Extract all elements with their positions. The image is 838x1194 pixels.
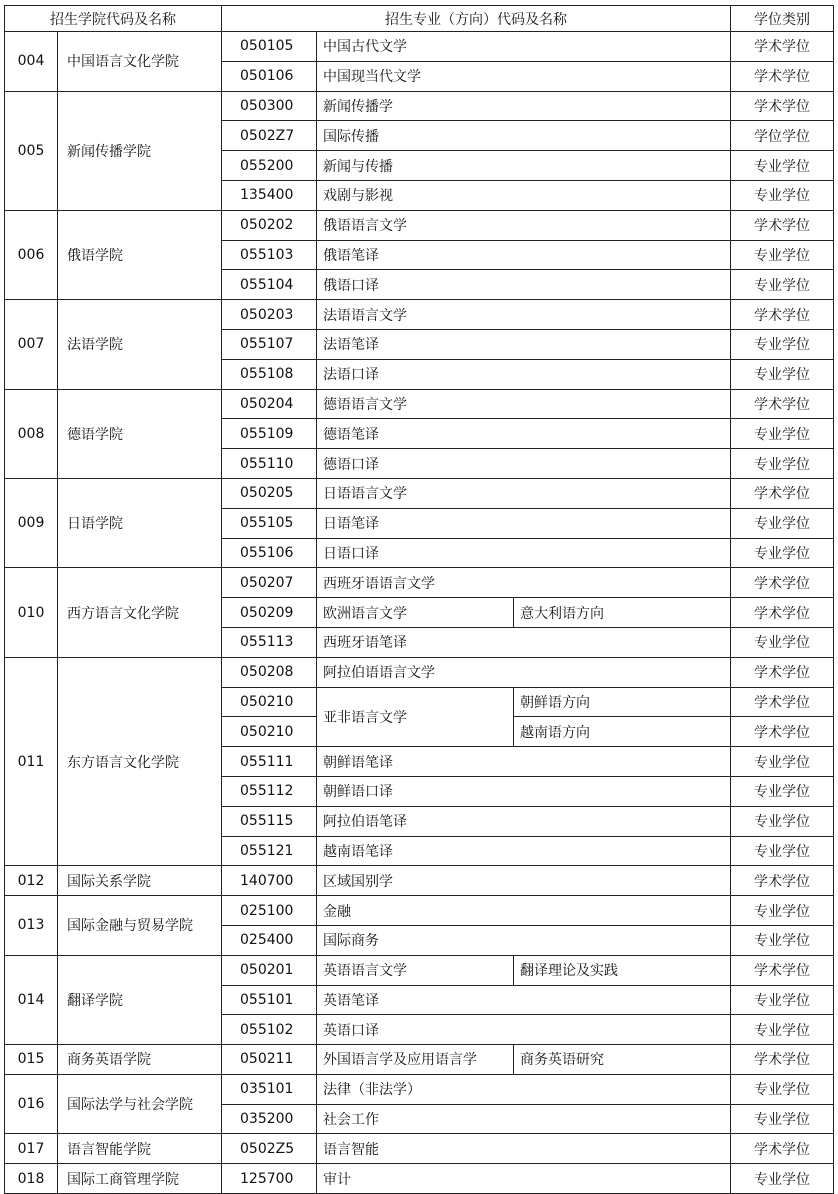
degree-type: 学术学位 [731,389,834,419]
admissions-table [4,5,834,1194]
degree-type: 学术学位 [731,300,834,330]
degree-type: 专业学位 [731,151,834,181]
header-major: 招生专业（方向）代码及名称 [222,6,731,32]
college-code: 015 [5,1045,58,1075]
table-body [5,32,834,1194]
major-code: 050207 [222,568,317,598]
major-name: 越南语笔译 [317,836,731,866]
major-code: 055110 [222,449,317,479]
major-code: 025400 [222,925,317,955]
table-row [5,1074,834,1104]
degree-type: 专业学位 [731,806,834,836]
table-row [5,91,834,121]
degree-type: 专业学位 [731,419,834,449]
college-name: 国际工商管理学院 [58,1164,222,1194]
degree-type: 学术学位 [731,598,834,628]
degree-type: 学术学位 [731,61,834,91]
major-name: 审计 [317,1164,731,1194]
table-row [5,1164,834,1194]
major-name: 日语语言文学 [317,478,731,508]
degree-type: 学术学位 [731,687,834,717]
major-name: 朝鲜语笔译 [317,747,731,777]
major-direction: 商务英语研究 [514,1045,731,1075]
table-row [5,866,834,896]
major-name: 欧洲语言文学 [317,598,514,628]
major-code: 055113 [222,627,317,657]
major-name: 中国古代文学 [317,32,731,62]
college-code: 017 [5,1134,58,1164]
college-name: 西方语言文化学院 [58,568,222,657]
college-name: 法语学院 [58,300,222,389]
college-name: 国际金融与贸易学院 [58,896,222,956]
major-name: 俄语笔译 [317,240,731,270]
college-name: 日语学院 [58,478,222,567]
college-code: 012 [5,866,58,896]
major-code: 125700 [222,1164,317,1194]
major-name: 日语口译 [317,538,731,568]
major-code: 055107 [222,329,317,359]
major-code: 055121 [222,836,317,866]
college-code: 008 [5,389,58,478]
major-name: 英语语言文学 [317,955,514,985]
major-direction: 朝鲜语方向 [514,687,731,717]
table-row [5,300,834,330]
college-name: 语言智能学院 [58,1134,222,1164]
major-code: 135400 [222,180,317,210]
major-name: 英语笔译 [317,985,731,1015]
college-code: 010 [5,568,58,657]
major-name: 法语口译 [317,359,731,389]
college-name: 中国语言文化学院 [58,32,222,92]
degree-type: 学术学位 [731,717,834,747]
table-row [5,478,834,508]
major-code: 055115 [222,806,317,836]
major-name: 德语语言文学 [317,389,731,419]
college-name: 东方语言文化学院 [58,657,222,866]
table-row [5,896,834,926]
major-name: 西班牙语语言文学 [317,568,731,598]
major-code: 055111 [222,747,317,777]
major-name: 阿拉伯语笔译 [317,806,731,836]
header-college: 招生学院代码及名称 [5,6,222,32]
degree-type: 专业学位 [731,627,834,657]
major-name: 外国语言学及应用语言学 [317,1045,514,1075]
major-direction: 意大利语方向 [514,598,731,628]
degree-type: 专业学位 [731,240,834,270]
degree-type: 专业学位 [731,1104,834,1134]
college-name: 俄语学院 [58,210,222,299]
major-code: 050106 [222,61,317,91]
degree-type: 学术学位 [731,1134,834,1164]
header-row [5,6,834,32]
major-code: 050209 [222,598,317,628]
major-code: 050210 [222,687,317,717]
major-name: 社会工作 [317,1104,731,1134]
college-name: 新闻传播学院 [58,91,222,210]
major-name: 亚非语言文学 [317,687,514,747]
degree-type: 学术学位 [731,1045,834,1075]
major-name: 国际传播 [317,121,731,151]
college-code: 009 [5,478,58,567]
college-name: 翻译学院 [58,955,222,1044]
major-name: 区域国别学 [317,866,731,896]
table-row [5,657,834,687]
major-name: 新闻与传播 [317,151,731,181]
degree-type: 专业学位 [731,925,834,955]
table-row [5,389,834,419]
college-code: 016 [5,1074,58,1134]
major-name: 日语笔译 [317,508,731,538]
college-code: 007 [5,300,58,389]
degree-type: 学术学位 [731,657,834,687]
degree-type: 学术学位 [731,91,834,121]
degree-type: 学位学位 [731,121,834,151]
degree-type: 专业学位 [731,836,834,866]
degree-type: 学术学位 [731,568,834,598]
major-name: 俄语语言文学 [317,210,731,240]
major-name: 朝鲜语口译 [317,776,731,806]
major-code: 050300 [222,91,317,121]
major-code: 055103 [222,240,317,270]
major-name: 西班牙语笔译 [317,627,731,657]
degree-type: 专业学位 [731,329,834,359]
major-code: 0502Z7 [222,121,317,151]
major-code: 055108 [222,359,317,389]
major-code: 050203 [222,300,317,330]
major-name: 法语笔译 [317,329,731,359]
college-code: 004 [5,32,58,92]
degree-type: 专业学位 [731,508,834,538]
college-code: 018 [5,1164,58,1194]
college-code: 011 [5,657,58,866]
major-code: 055101 [222,985,317,1015]
major-code: 050202 [222,210,317,240]
major-code: 035200 [222,1104,317,1134]
degree-type: 专业学位 [731,449,834,479]
major-code: 055102 [222,1015,317,1045]
major-code: 050205 [222,478,317,508]
degree-type: 专业学位 [731,1164,834,1194]
major-code: 055106 [222,538,317,568]
college-name: 商务英语学院 [58,1045,222,1075]
major-name: 法律（非法学） [317,1074,731,1104]
table-row [5,32,834,62]
major-name: 中国现当代文学 [317,61,731,91]
table-row [5,1134,834,1164]
college-name: 国际法学与社会学院 [58,1074,222,1134]
major-name: 俄语口译 [317,270,731,300]
degree-type: 专业学位 [731,747,834,777]
college-name: 德语学院 [58,389,222,478]
degree-type: 专业学位 [731,985,834,1015]
major-code: 025100 [222,896,317,926]
major-code: 050204 [222,389,317,419]
major-name: 新闻传播学 [317,91,731,121]
degree-type: 专业学位 [731,270,834,300]
major-name: 德语笔译 [317,419,731,449]
major-code: 035101 [222,1074,317,1104]
college-code: 013 [5,896,58,956]
major-code: 055112 [222,776,317,806]
major-code: 050210 [222,717,317,747]
college-code: 005 [5,91,58,210]
major-name: 戏剧与影视 [317,180,731,210]
degree-type: 学术学位 [731,478,834,508]
major-code: 055109 [222,419,317,449]
major-code: 055105 [222,508,317,538]
major-direction: 越南语方向 [514,717,731,747]
major-name: 英语口译 [317,1015,731,1045]
college-name: 国际关系学院 [58,866,222,896]
major-name: 语言智能 [317,1134,731,1164]
header-degree: 学位类别 [731,6,834,32]
table-row [5,1045,834,1075]
degree-type: 专业学位 [731,896,834,926]
degree-type: 专业学位 [731,180,834,210]
major-name: 德语口译 [317,449,731,479]
degree-type: 专业学位 [731,1074,834,1104]
degree-type: 专业学位 [731,359,834,389]
major-code: 055200 [222,151,317,181]
college-code: 014 [5,955,58,1044]
degree-type: 学术学位 [731,955,834,985]
major-code: 050105 [222,32,317,62]
degree-type: 专业学位 [731,1015,834,1045]
degree-type: 学术学位 [731,866,834,896]
major-code: 050208 [222,657,317,687]
table-row [5,568,834,598]
degree-type: 专业学位 [731,776,834,806]
major-direction: 翻译理论及实践 [514,955,731,985]
degree-type: 学术学位 [731,32,834,62]
major-code: 050211 [222,1045,317,1075]
major-code: 055104 [222,270,317,300]
major-name: 国际商务 [317,925,731,955]
degree-type: 学术学位 [731,210,834,240]
major-code: 140700 [222,866,317,896]
major-name: 金融 [317,896,731,926]
degree-type: 专业学位 [731,538,834,568]
major-name: 阿拉伯语语言文学 [317,657,731,687]
table-row [5,210,834,240]
table-row [5,955,834,985]
major-name: 法语语言文学 [317,300,731,330]
major-code: 0502Z5 [222,1134,317,1164]
major-code: 050201 [222,955,317,985]
college-code: 006 [5,210,58,299]
